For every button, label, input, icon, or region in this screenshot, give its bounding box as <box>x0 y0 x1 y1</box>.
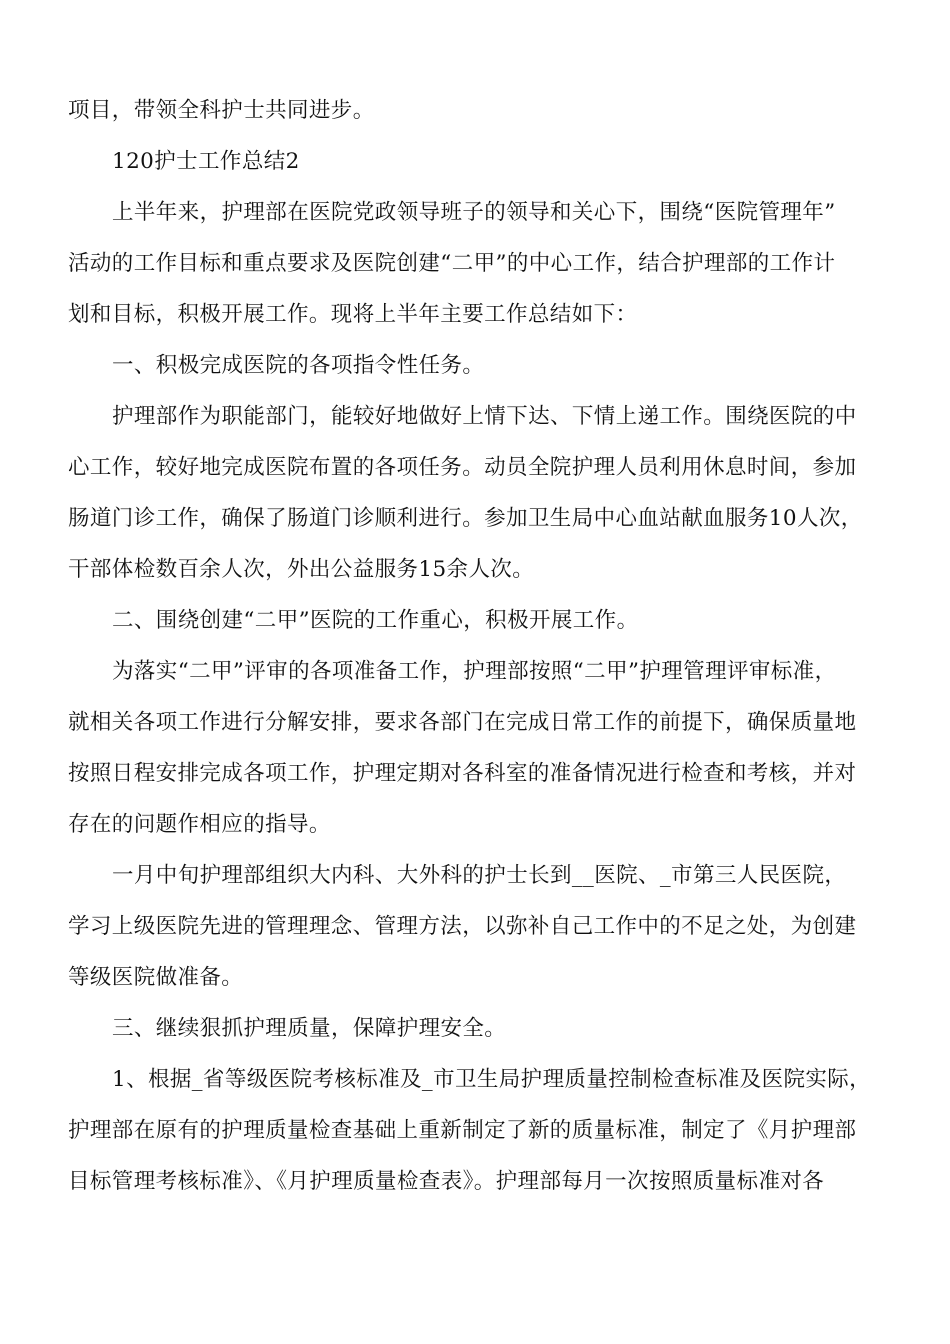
paragraph-line: 护理部作为职能部门，能较好地做好上情下达、下情上递工作。围绕医院的中 <box>112 404 857 429</box>
paragraph-line: 就相关各项工作进行分解安排，要求各部门在完成日常工作的前提下，确保质量地 <box>68 710 857 735</box>
paragraph-line: 护理部在原有的护理质量检查基础上重新制定了新的质量标准，制定了《月护理部 <box>68 1118 857 1143</box>
paragraph-line: 目标管理考核标准》、《月护理质量检查表》。护理部每月一次按照质量标准对各 <box>68 1169 825 1194</box>
subheading-line: 一、积极完成医院的各项指令性任务。 <box>112 353 485 378</box>
paragraph-line: 活动的工作目标和重点要求及医院创建“二甲”的中心工作，结合护理部的工作计 <box>68 251 836 276</box>
paragraph-line: 为落实“二甲”评审的各项准备工作，护理部按照“二甲”护理管理评审标准， <box>112 659 837 684</box>
paragraph-line: 1、根据_省等级医院考核标准及_市卫生局护理质量控制检查标准及医院实际， <box>112 1067 872 1092</box>
paragraph-line: 心工作，较好地完成医院布置的各项任务。动员全院护理人员利用休息时间，参加 <box>68 455 857 480</box>
paragraph-line: 学习上级医院先进的管理理念、管理方法，以弥补自己工作中的不足之处，为创建 <box>68 914 857 939</box>
paragraph-line: 划和目标，积极开展工作。现将上半年主要工作总结如下： <box>68 302 638 327</box>
paragraph-line: 一月中旬护理部组织大内科、大外科的护士长到__医院、_市第三人民医院， <box>112 863 847 888</box>
subheading-line: 三、继续狠抓护理质量，保障护理安全。 <box>112 1016 507 1041</box>
paragraph-line: 上半年来，护理部在医院党政领导班子的领导和关心下，围绕“医院管理年” <box>112 200 836 225</box>
section-heading: 120护士工作总结2 <box>112 149 300 174</box>
paragraph-line: 等级医院做准备。 <box>68 965 244 990</box>
paragraph-line: 肠道门诊工作，确保了肠道门诊顺利进行。参加卫生局中心血站献血服务10人次， <box>68 506 863 531</box>
text-line-continuation: 项目，带领全科护士共同进步。 <box>68 98 375 123</box>
paragraph-line: 存在的问题作相应的指导。 <box>68 812 331 837</box>
subheading-line: 二、围绕创建“二甲”医院的工作重心，积极开展工作。 <box>112 608 639 633</box>
paragraph-line: 按照日程安排完成各项工作，护理定期对各科室的准备情况进行检查和考核，并对 <box>68 761 857 786</box>
paragraph-line: 干部体检数百余人次，外出公益服务15余人次。 <box>68 557 535 582</box>
